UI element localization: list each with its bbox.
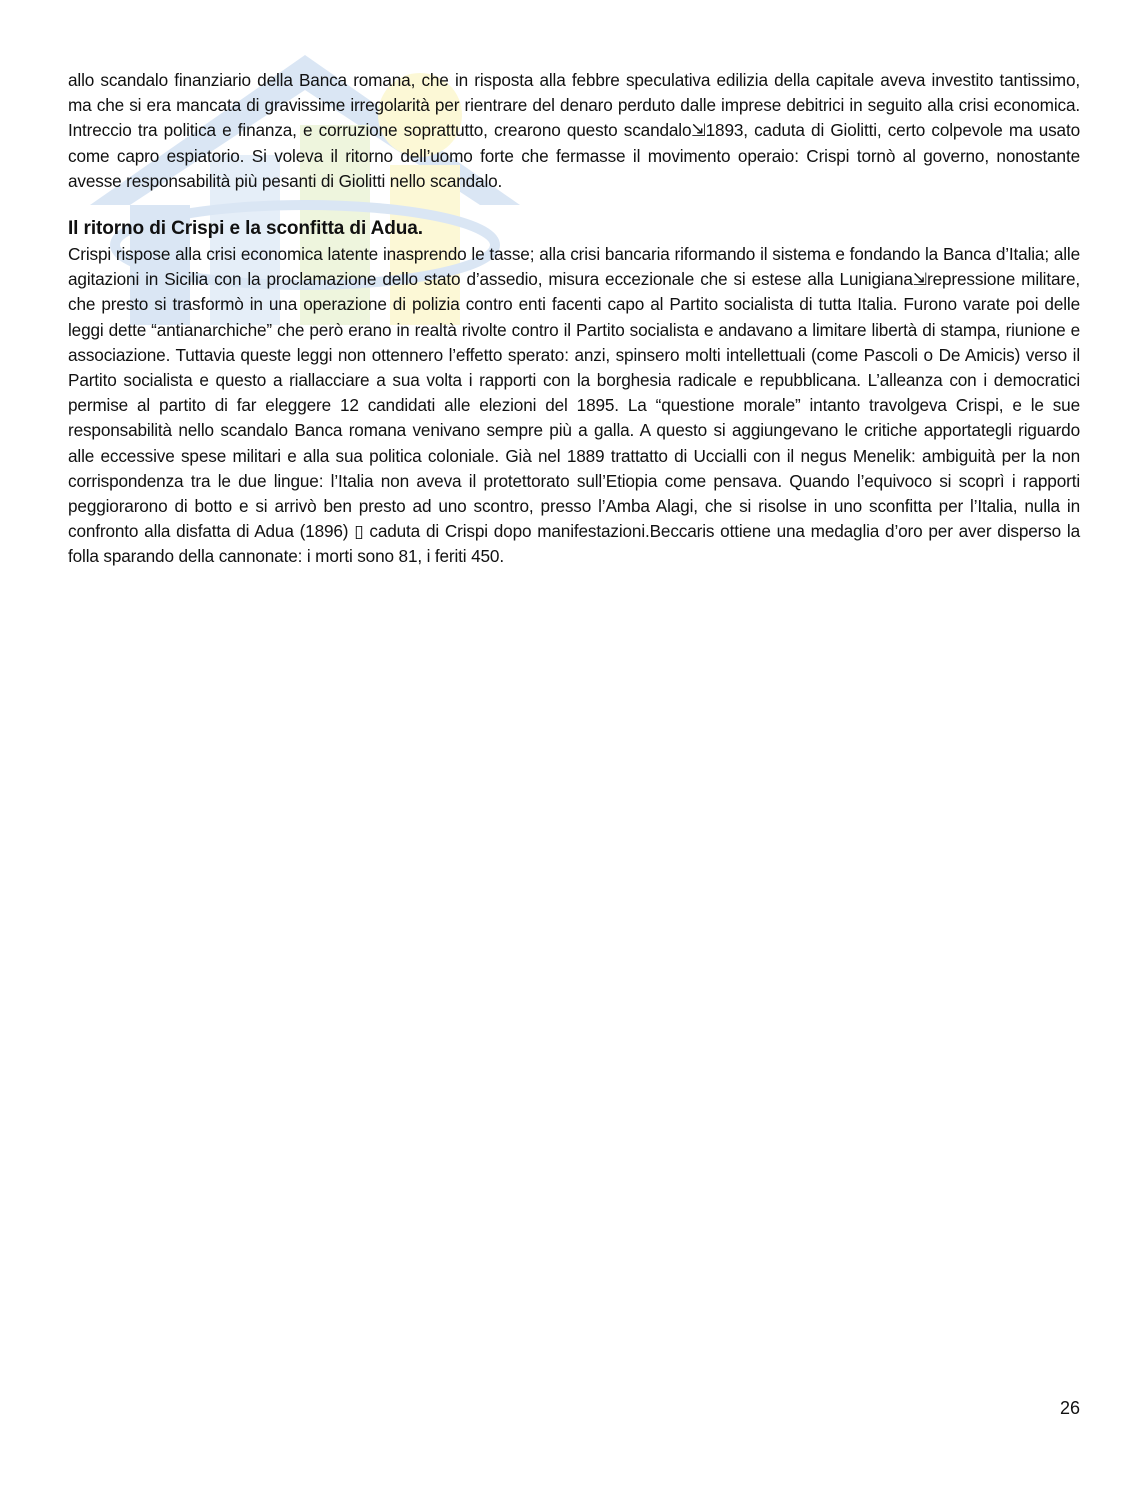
- paragraph-crispi-adua: Crispi rispose alla crisi economica latente inasprendo le tasse; alla crisi bancaria riformando il sistema e fondando la Banca d’Italia; alle agitazioni in Sicilia con la proclamazione dello stato d’assedio, misura eccezionale che si estese alla Lunigiana⇲repressione militare, che presto si trasformò in una operazione di polizia contro enti facenti capo al Partito socialista di tutta Italia. Furono varate poi delle leggi dette “antianarchiche” che però erano in realtà rivolte contro il Partito socialista e andavano a limitare libertà di stampa, riunione e associazione. Tuttavia queste leggi non ottennero l’effetto sperato: anzi, spinsero molti intellettuali (come Pascoli o De Amicis) verso il Partito socialista e questo a riallacciare a sua volta i rapporti con la borghesia radicale e repubblicana. L’alleanza con i democratici permise al partito di far eleggere 12 candidati alle elezioni del 1895. La “questione morale” intanto travolgeva Crispi, e le sue responsabilità nello scandalo Banca romana venivano sempre più a galla. A questo si aggiungevano le critiche apportategli riguardo alle eccessive spese militari e alla sua politica coloniale. Già nel 1889 trattatto di Uccialli con il negus Menelik: ambiguità per la non corrispondenza tra le due lingue: l’Italia non aveva il protettorato sull’Etiopia come pensava. Quando l’equivoco si scoprì i rapporti peggiorarono di botto e si arrivò ben presto ad uno scontro, presso l’Amba Alagi, che si risolse in uno sconfitta per l’Italia, nulla in confronto alla disfatta di Adua (1896) ▯ caduta di Crispi dopo manifestazioni.Beccaris ottiene una medaglia d’oro per aver disperso la folla sparando della cannonate: i morti sono 81, i feriti 450.: [68, 244, 1080, 567]
- page-number: 26: [1059, 1398, 1080, 1418]
- paragraph-banca-romana: allo scandalo finanziario della Banca romana, che in risposta alla febbre speculativa edilizia della capitale aveva investito tantissimo, ma che si era mancata di gravissime irregolarità per rientrare del denaro perduto dalle imprese debitrici in seguito alla crisi economica. Intreccio tra politica e finanza, e corruzione soprattutto, crearono questo scandalo⇲1893, caduta di Giolitti, certo colpevole ma usato come capro espiatorio. Si voleva il ritorno dell’uomo forte che fermasse il movimento operaio: Crispi tornò al governo, nonostante avesse responsabilità più pesanti di Giolitti nello scandalo.: [68, 70, 1080, 191]
- section-heading: Il ritorno di Crispi e la sconfitta di Adua.: [68, 218, 423, 240]
- document-body: [68, 68, 1080, 570]
